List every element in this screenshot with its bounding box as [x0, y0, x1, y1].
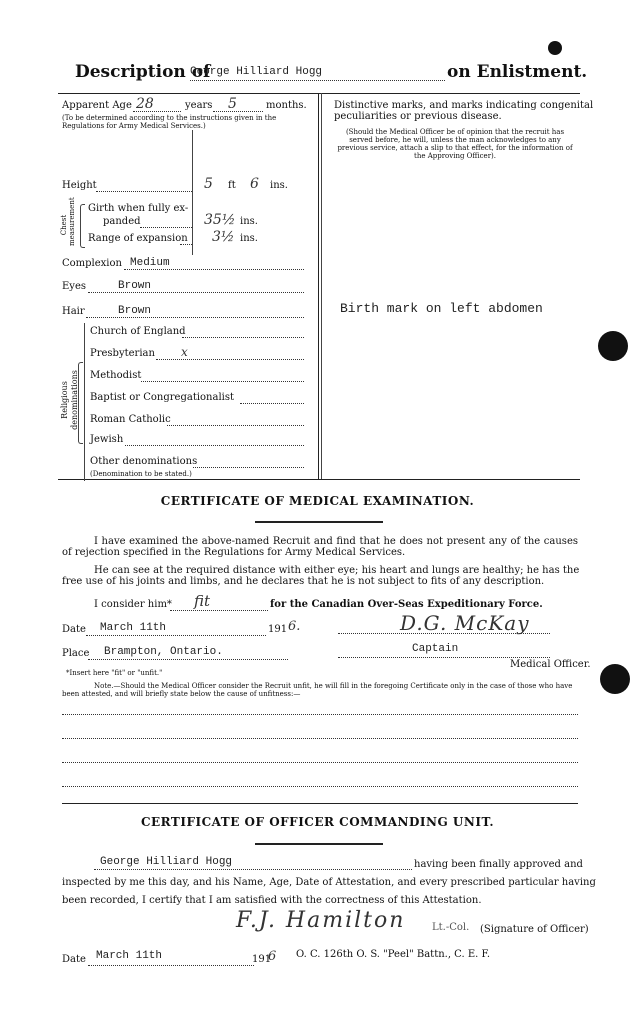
religion-label: Religious denominations	[60, 370, 79, 430]
commanding-date-value: March 11th	[96, 950, 163, 962]
girth-ins-label: ins.	[240, 216, 258, 227]
insert-note: *Insert here "fit" or "unfit."	[66, 669, 163, 677]
range-value: 3½	[212, 229, 235, 245]
religion-item-label: Baptist or Congregationalist	[90, 392, 234, 403]
religion-item-line	[167, 425, 304, 426]
commanding-title: CERTIFICATE OF OFFICER COMMANDING UNIT.	[140, 815, 495, 829]
religion-frame	[84, 323, 85, 481]
eyes-value: Brown	[118, 280, 152, 292]
medical-title: CERTIFICATE OF MEDICAL EXAMINATION.	[160, 494, 475, 508]
months-label: months.	[266, 100, 307, 111]
medical-year-prefix: 191	[268, 624, 288, 635]
religion-item-line	[182, 337, 304, 338]
range-label: Range of expansion	[88, 233, 188, 244]
religion-item-label: Church of England	[90, 326, 186, 337]
chest-label: Chest measurement	[60, 197, 76, 246]
medical-signature: D.G. McKay	[400, 611, 530, 635]
punch-hole	[598, 331, 628, 361]
marks-title-1: Distinctive marks, and marks indicating congenital	[334, 100, 594, 111]
place-value: Brampton, Ontario.	[104, 646, 223, 658]
age-months-value: 5	[228, 96, 237, 112]
commanding-rank-stamp: Lt.-Col.	[432, 922, 470, 933]
header-suffix: on Enlistment.	[447, 62, 588, 82]
religion-bracket	[78, 362, 83, 444]
girth-label-1: Girth when fully ex-	[88, 203, 189, 214]
chest-bracket	[80, 204, 85, 248]
ins-label: ins.	[270, 180, 288, 191]
rank-value: Captain	[412, 643, 459, 655]
religion-item-line	[193, 467, 304, 468]
age-note: (To be determined according to the instructions given in the Regulations for Army Medical Services.)	[62, 114, 277, 130]
religion-item-label: Roman Catholic	[90, 414, 171, 425]
religion-item-line	[141, 381, 304, 382]
religion-item-line	[125, 445, 304, 446]
commanding-year-prefix: 191	[252, 954, 272, 965]
punch-hole	[548, 41, 562, 55]
complexion-label: Complexion	[62, 258, 122, 269]
place-label: Place	[62, 648, 90, 659]
ft-label: ft	[228, 180, 236, 191]
commanding-sig-label: (Signature of Officer)	[480, 924, 589, 935]
medical-title-rule	[255, 521, 383, 523]
consider-suffix: for the Canadian Over-Seas Expeditionary Force.	[270, 599, 543, 610]
medical-officer-label: Medical Officer.	[510, 659, 591, 670]
top-rule	[58, 93, 580, 94]
medical-para2-line2: free use of his joints and limbs, and he declares that he is not subject to fits of any description.	[62, 576, 545, 587]
girth-label-2: panded	[103, 216, 141, 227]
religion-item-line	[240, 403, 304, 404]
commanding-signature: F.J. Hamilton	[236, 908, 406, 933]
height-label: Height	[62, 180, 97, 191]
header-name: George Hilliard Hogg	[190, 66, 323, 78]
marks-value: Birth mark on left abdomen	[340, 301, 543, 316]
hair-label: Hair	[62, 306, 85, 317]
commanding-unit-value: O. C. 126th O. S. "Peel" Battn., C. E. F.	[296, 949, 491, 960]
medical-para2-line1: He can see at the required distance with either eye; his heart and lungs are healthy; he has the	[94, 565, 580, 576]
column-divider	[318, 93, 319, 479]
apparent-age-label: Apparent Age	[62, 100, 132, 111]
medical-para1-line1: I have examined the above-named Recruit and find that he does not present any of the causes	[94, 536, 578, 547]
medical-date-value: March 11th	[100, 622, 167, 634]
height-in-value: 6	[250, 176, 259, 192]
other-note: (Denomination to be stated.)	[90, 470, 192, 478]
height-ft-value: 5	[204, 176, 213, 192]
column-divider-inner	[321, 93, 322, 479]
range-ins-label: ins.	[240, 233, 258, 244]
religion-item-label: Other denominations	[90, 456, 198, 467]
commanding-year-suffix: 6	[268, 949, 277, 964]
religion-item-label: Jewish	[90, 434, 124, 445]
medical-section-rule	[62, 803, 578, 804]
commanding-line1-suffix: having been finally approved and	[414, 859, 583, 870]
section-rule	[58, 479, 580, 480]
marks-note: (Should the Medical Officer be of opinion that the recruit has served before, he will, unless the man acknowledges to any previous service, attach a slip to that effect, for the information of the Approving Officer).	[337, 128, 573, 160]
medical-date-label: Date	[62, 624, 86, 635]
girth-value: 35½	[204, 212, 236, 228]
religion-item-label: Methodist	[90, 370, 142, 381]
religion-item-label: Presbyterian	[90, 348, 155, 359]
medical-year-suffix: 6.	[288, 619, 301, 634]
religion-item-line	[156, 359, 304, 360]
consider-prefix: I consider him*	[94, 599, 172, 610]
commanding-name-value: George Hilliard Hogg	[100, 856, 233, 868]
commanding-line3: been recorded, I certify that I am satisfied with the correctness of this Attestation.	[62, 895, 482, 906]
measure-divider	[192, 130, 193, 255]
consider-value: fit	[194, 592, 211, 610]
complexion-value: Medium	[130, 257, 170, 269]
years-label: years	[185, 100, 213, 111]
hair-value: Brown	[118, 305, 152, 317]
form-header	[75, 60, 588, 86]
header-prefix: Description of	[75, 62, 211, 82]
marks-title-2: peculiarities or previous disease.	[334, 111, 502, 122]
medical-note-line2: been attested, and will briefly state below the cause of unfitness:—	[62, 690, 301, 698]
commanding-title-rule	[255, 843, 383, 845]
commanding-line2: inspected by me this day, and his Name, Age, Date of Attestation, and every prescribed particular having	[62, 877, 596, 888]
medical-note-line1: Note.—Should the Medical Officer consider the Recruit unfit, he will fill in the foregoing Certificate only in the case of those who have	[94, 682, 573, 690]
punch-hole	[600, 664, 630, 694]
presbyterian-mark: x	[181, 345, 188, 359]
commanding-date-label: Date	[62, 954, 86, 965]
age-years-value: 28	[136, 96, 154, 112]
medical-para1-line2: of rejection specified in the Regulations for Army Medical Services.	[62, 547, 406, 558]
eyes-label: Eyes	[62, 281, 86, 292]
